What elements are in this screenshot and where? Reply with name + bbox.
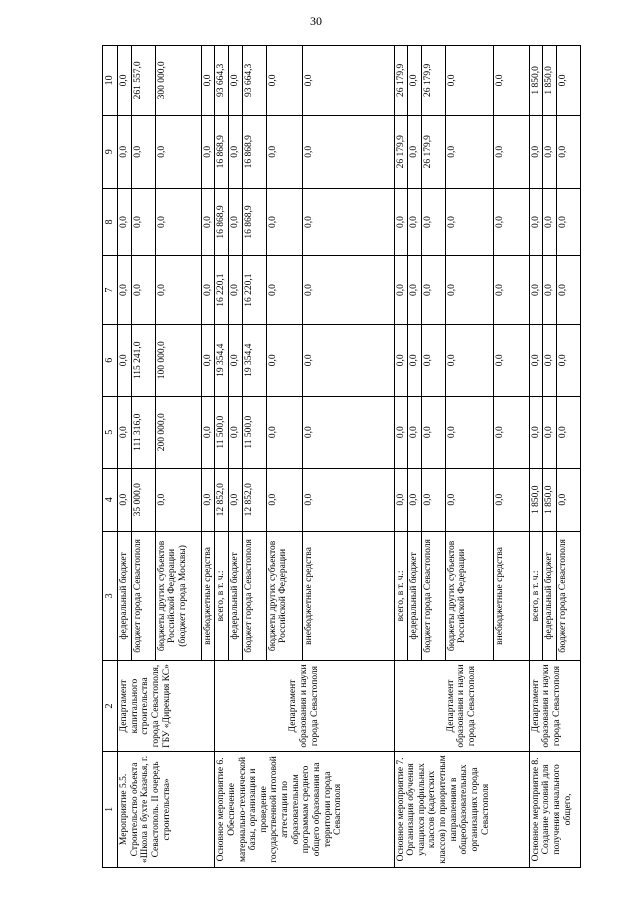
value-cell: 0,0 — [266, 396, 302, 468]
value-cell: 0,0 — [557, 46, 581, 116]
value-cell: 0,0 — [557, 324, 581, 396]
value-cell: 0,0 — [228, 256, 242, 325]
value-cell: 0,0 — [529, 396, 543, 468]
value-cell: 0,0 — [445, 396, 493, 468]
value-cell: 0,0 — [493, 324, 529, 396]
funding-source: бюджет города Севастополя — [131, 531, 155, 660]
funding-source: бюджеты других субъектов Российской Федерации — [266, 531, 302, 660]
value-cell: 0,0 — [445, 188, 493, 255]
funding-source: бюджет города Севастополя — [242, 531, 266, 660]
value-cell: 0,0 — [201, 396, 215, 468]
budget-table — [102, 45, 581, 868]
header-cell: 3 — [103, 531, 118, 660]
value-cell: 0,0 — [493, 188, 529, 255]
value-cell: 12 852,0 — [215, 468, 229, 531]
value-cell: 0,0 — [228, 115, 242, 188]
value-cell: 0,0 — [201, 115, 215, 188]
value-cell: 1 850,0 — [543, 46, 557, 116]
measure-executor: Департамент образования и науки города Севастополя — [215, 661, 394, 752]
header-cell: 6 — [103, 324, 118, 396]
header-cell: 1 — [103, 751, 118, 867]
value-cell: 0,0 — [118, 188, 132, 255]
value-cell: 0,0 — [543, 324, 557, 396]
header-cell: 5 — [103, 396, 118, 468]
value-cell: 0,0 — [557, 396, 581, 468]
value-cell: 19 354,4 — [215, 324, 229, 396]
value-cell: 0,0 — [131, 115, 155, 188]
value-cell: 0,0 — [118, 256, 132, 325]
value-cell: 100 000,0 — [155, 324, 201, 396]
value-cell: 0,0 — [266, 324, 302, 396]
header-cell: 4 — [103, 468, 118, 531]
value-cell: 0,0 — [302, 324, 394, 396]
measure-executor: Департамент образования и науки города Севастополя — [394, 661, 529, 752]
value-cell: 0,0 — [445, 256, 493, 325]
value-cell: 0,0 — [408, 46, 422, 116]
value-cell: 11 500,0 — [215, 396, 229, 468]
value-cell: 0,0 — [408, 468, 422, 531]
value-cell: 0,0 — [302, 115, 394, 188]
value-cell: 0,0 — [394, 324, 408, 396]
page-number: 30 — [310, 14, 322, 28]
header-cell: 10 — [103, 46, 118, 116]
value-cell: 0,0 — [302, 468, 394, 531]
value-cell: 0,0 — [266, 468, 302, 531]
value-cell: 0,0 — [408, 324, 422, 396]
value-cell: 200 000,0 — [155, 396, 201, 468]
value-cell: 0,0 — [421, 396, 445, 468]
value-cell: 261 557,0 — [131, 46, 155, 116]
funding-source: федеральный бюджет — [543, 531, 557, 660]
value-cell: 0,0 — [266, 46, 302, 116]
value-cell: 0,0 — [529, 324, 543, 396]
value-cell: 26 179,9 — [421, 115, 445, 188]
value-cell: 0,0 — [493, 115, 529, 188]
table-row — [118, 46, 132, 868]
value-cell: 0,0 — [445, 115, 493, 188]
header-cell: 2 — [103, 661, 118, 752]
header-row — [103, 46, 118, 868]
value-cell: 19 354,4 — [242, 324, 266, 396]
value-cell: 0,0 — [118, 468, 132, 531]
value-cell: 0,0 — [201, 468, 215, 531]
funding-source: бюджеты других субъектов Российской Федерации — [445, 531, 493, 660]
value-cell: 0,0 — [394, 468, 408, 531]
value-cell: 0,0 — [201, 256, 215, 325]
value-cell: 35 000,0 — [131, 468, 155, 531]
value-cell: 0,0 — [302, 188, 394, 255]
funding-source: федеральный бюджет — [118, 531, 132, 660]
value-cell: 0,0 — [155, 115, 201, 188]
value-cell: 0,0 — [445, 46, 493, 116]
rotated-table-wrapper — [102, 45, 573, 868]
value-cell: 16 220,1 — [242, 256, 266, 325]
value-cell: 0,0 — [302, 396, 394, 468]
value-cell: 0,0 — [155, 188, 201, 255]
funding-source: бюджеты других субъектов Российской Федерации (бюджет города Москвы) — [155, 531, 201, 660]
value-cell: 0,0 — [543, 396, 557, 468]
value-cell: 16 868,9 — [215, 188, 229, 255]
value-cell: 12 852,0 — [242, 468, 266, 531]
header-cell: 8 — [103, 188, 118, 255]
value-cell: 0,0 — [266, 188, 302, 255]
value-cell: 0,0 — [543, 256, 557, 325]
value-cell: 0,0 — [118, 46, 132, 116]
funding-source: федеральный бюджет — [228, 531, 242, 660]
measure-name: Мероприятие 5.5. Строительство объекта «Школа в бухте Казачья, г. Севастополь. II очередь строительства» — [118, 751, 215, 867]
measure-name: Основное мероприятие 6. Обеспечение материально-технической базы, организация и проведение государственной итоговой аттестации по образовательным программам среднего общего образования на территории города Севастополя — [215, 751, 394, 867]
value-cell: 0,0 — [228, 468, 242, 531]
value-cell: 26 179,9 — [394, 115, 408, 188]
value-cell: 16 220,1 — [215, 256, 229, 325]
value-cell: 0,0 — [394, 188, 408, 255]
value-cell: 115 241,0 — [131, 324, 155, 396]
value-cell: 0,0 — [408, 396, 422, 468]
funding-source: внебюджетные средства — [201, 531, 215, 660]
value-cell: 0,0 — [493, 46, 529, 116]
funding-source: федеральный бюджет — [408, 531, 422, 660]
value-cell: 0,0 — [421, 324, 445, 396]
value-cell: 26 179,9 — [394, 46, 408, 116]
value-cell: 26 179,9 — [421, 46, 445, 116]
value-cell: 0,0 — [118, 115, 132, 188]
header-cell: 9 — [103, 115, 118, 188]
value-cell: 0,0 — [408, 115, 422, 188]
measure-executor: Департамент образования и науки города Севастополя — [529, 661, 580, 752]
value-cell: 0,0 — [394, 396, 408, 468]
value-cell: 0,0 — [201, 324, 215, 396]
value-cell: 0,0 — [394, 256, 408, 325]
value-cell: 0,0 — [155, 468, 201, 531]
value-cell: 0,0 — [228, 396, 242, 468]
funding-source: бюджет города Севастополя — [421, 531, 445, 660]
value-cell: 0,0 — [266, 115, 302, 188]
value-cell: 0,0 — [557, 468, 581, 531]
table-row — [215, 46, 229, 868]
table-row — [394, 46, 408, 868]
value-cell: 0,0 — [493, 468, 529, 531]
value-cell: 0,0 — [302, 256, 394, 325]
table-row — [529, 46, 543, 868]
header-cell: 7 — [103, 256, 118, 325]
value-cell: 1 850,0 — [543, 468, 557, 531]
value-cell: 0,0 — [493, 396, 529, 468]
value-cell: 0,0 — [529, 256, 543, 325]
value-cell: 0,0 — [155, 256, 201, 325]
value-cell: 1 850,0 — [529, 468, 543, 531]
value-cell: 0,0 — [302, 46, 394, 116]
value-cell: 0,0 — [529, 115, 543, 188]
value-cell: 300 000,0 — [155, 46, 201, 116]
value-cell: 0,0 — [131, 188, 155, 255]
value-cell: 0,0 — [421, 188, 445, 255]
funding-source: всего, в т. ч.: — [215, 531, 229, 660]
value-cell: 0,0 — [228, 46, 242, 116]
value-cell: 93 664,3 — [215, 46, 229, 116]
value-cell: 16 868,9 — [242, 115, 266, 188]
value-cell: 111 316,0 — [131, 396, 155, 468]
value-cell: 0,0 — [131, 256, 155, 325]
funding-source: всего, в т. ч.: — [394, 531, 408, 660]
value-cell: 0,0 — [421, 256, 445, 325]
value-cell: 0,0 — [421, 468, 445, 531]
value-cell: 0,0 — [201, 188, 215, 255]
value-cell: 0,0 — [118, 324, 132, 396]
value-cell: 0,0 — [445, 468, 493, 531]
measure-name: Основное мероприятие 7. Организация обучения учащихся профильных классов (кадетских классов) по приоритетным направлениям в общеобразовательных организациях города Севастополя — [394, 751, 529, 867]
value-cell: 16 868,9 — [242, 188, 266, 255]
value-cell: 0,0 — [543, 188, 557, 255]
value-cell: 1 850,0 — [529, 46, 543, 116]
value-cell: 0,0 — [557, 188, 581, 255]
funding-source: бюджет города Севастополя — [557, 531, 581, 660]
value-cell: 0,0 — [529, 188, 543, 255]
value-cell: 0,0 — [445, 324, 493, 396]
value-cell: 0,0 — [557, 256, 581, 325]
funding-source: всего, в т. ч.: — [529, 531, 543, 660]
value-cell: 16 868,9 — [215, 115, 229, 188]
value-cell: 0,0 — [493, 256, 529, 325]
funding-source: внебюджетные средства — [302, 531, 394, 660]
value-cell: 0,0 — [543, 115, 557, 188]
value-cell: 0,0 — [408, 256, 422, 325]
funding-source: внебюджетные средства — [493, 531, 529, 660]
value-cell: 0,0 — [201, 46, 215, 116]
value-cell: 93 664,3 — [242, 46, 266, 116]
value-cell: 0,0 — [228, 324, 242, 396]
value-cell: 0,0 — [266, 256, 302, 325]
value-cell: 0,0 — [228, 188, 242, 255]
value-cell: 0,0 — [557, 115, 581, 188]
measure-name: Основное мероприятие 8. Создание условий для получения начального общего, — [529, 751, 580, 867]
value-cell: 11 500,0 — [242, 396, 266, 468]
value-cell: 0,0 — [118, 396, 132, 468]
measure-executor: Департамент капитального строительства города Севастополя, ГБУ «Дирекция КС» — [118, 661, 215, 752]
value-cell: 0,0 — [408, 188, 422, 255]
